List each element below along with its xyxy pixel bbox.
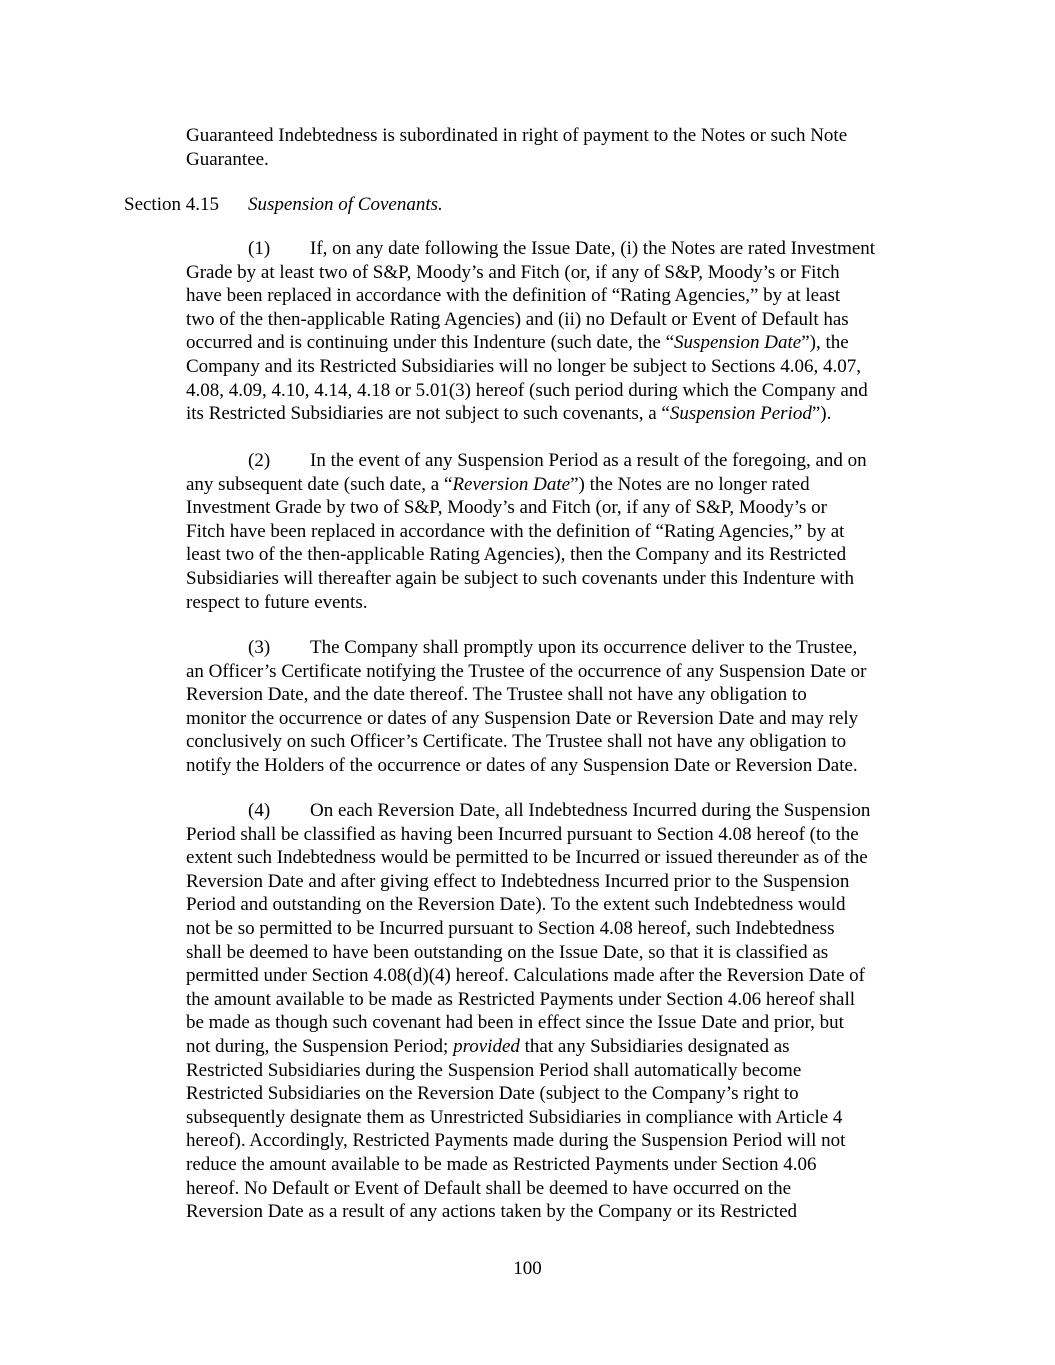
text-line: Guarantee. bbox=[186, 148, 269, 170]
text-line: two of the then-applicable Rating Agencies) and (ii) no Default or Event of Default has bbox=[186, 308, 849, 330]
text-segment: If, on any date following the Issue Date, (i) the Notes are rated Investment bbox=[310, 238, 876, 259]
text-line: Period and outstanding on the Reversion Date). To the extent such Indebtedness would bbox=[186, 894, 846, 916]
text-line: least two of the then-applicable Rating Agencies), then the Company and its Restricted bbox=[186, 544, 847, 566]
text-segment: On each Reversion Date, all Indebtedness Incurred during the Suspension bbox=[310, 800, 871, 821]
text-segment: any subsequent date (such date, a “ bbox=[186, 473, 453, 495]
text-segment: that any Subsidiaries designated as bbox=[519, 1035, 790, 1057]
defined-term: Suspension Period bbox=[669, 403, 812, 425]
text-line: respect to future events. bbox=[186, 591, 368, 613]
text-segment: not during, the Suspension Period; bbox=[186, 1035, 454, 1057]
intro-paragraph bbox=[186, 124, 938, 171]
text-line: Guaranteed Indebtedness is subordinated in right of payment to the Notes or such Note bbox=[186, 125, 848, 146]
text-line: hereof. No Default or Event of Default shall be deemed to have occurred on the bbox=[186, 1177, 792, 1199]
text-line: Restricted Subsidiaries during the Suspension Period shall automatically become bbox=[186, 1059, 802, 1081]
text-segment: ”), the bbox=[801, 332, 849, 354]
text-line bbox=[186, 449, 938, 473]
paragraph-3 bbox=[186, 636, 938, 778]
text-line: Grade by at least two of S&P, Moody’s and Fitch (or, if any of S&P, Moody’s or Fitch bbox=[186, 261, 840, 283]
text-line: Reversion Date and after giving effect to Indebtedness Incurred prior to the Suspension bbox=[186, 870, 850, 892]
text-line: extent such Indebtedness would be permitted to be Incurred or issued thereunder as of the bbox=[186, 847, 868, 869]
text-line: Investment Grade by two of S&P, Moody’s and Fitch (or, if any of S&P, Moody’s or bbox=[186, 497, 827, 519]
emphasized-term: provided bbox=[453, 1035, 520, 1057]
paragraph-2 bbox=[186, 449, 938, 614]
text-line: Fitch have been replaced in accordance with the definition of “Rating Agencies,” by at bbox=[186, 520, 845, 542]
text-line: the amount available to be made as Restricted Payments under Section 4.06 hereof shall bbox=[186, 988, 856, 1010]
text-line: reduce the amount available to be made as Restricted Payments under Section 4.06 bbox=[186, 1153, 817, 1175]
text-line: Period shall be classified as having been Incurred pursuant to Section 4.08 hereof (to the bbox=[186, 823, 859, 845]
section-number: Section 4.15 bbox=[124, 194, 219, 215]
paragraph-marker: (4) bbox=[248, 800, 271, 821]
text-line bbox=[186, 1035, 938, 1059]
text-line: shall be deemed to have been outstanding on the Issue Date, so that it is classified as bbox=[186, 941, 829, 963]
text-line: have been replaced in accordance with the definition of “Rating Agencies,” by at least bbox=[186, 285, 841, 307]
defined-term: Suspension Date bbox=[674, 332, 802, 354]
text-line bbox=[186, 799, 938, 823]
text-line: hereof). Accordingly, Restricted Payments made during the Suspension Period will not bbox=[186, 1130, 846, 1152]
text-line: conclusively on such Officer’s Certificate. The Trustee shall not have any obligation to bbox=[186, 731, 847, 753]
paragraph-marker: (3) bbox=[248, 637, 271, 658]
text-line: Restricted Subsidiaries on the Reversion Date (subject to the Company’s right to bbox=[186, 1083, 799, 1105]
paragraph-1 bbox=[186, 237, 938, 426]
text-line bbox=[186, 473, 938, 497]
paragraph-marker: (1) bbox=[248, 238, 271, 259]
section-title: Suspension of Covenants. bbox=[248, 194, 443, 215]
page-number: 100 bbox=[513, 1258, 542, 1279]
text-line: Reversion Date as a result of any actions taken by the Company or its Restricted bbox=[186, 1201, 798, 1223]
text-line: 4.08, 4.09, 4.10, 4.14, 4.18 or 5.01(3) hereof (such period during which the Company and bbox=[186, 379, 868, 401]
text-line bbox=[186, 636, 938, 660]
text-line: not be so permitted to be Incurred pursuant to Section 4.08 hereof, such Indebtedness bbox=[186, 917, 835, 939]
text-segment: ”) the Notes are no longer rated bbox=[570, 473, 810, 495]
text-segment: its Restricted Subsidiaries are not subject to such covenants, a “ bbox=[186, 403, 670, 425]
text-line: subsequently designate them as Unrestricted Subsidiaries in compliance with Article 4 bbox=[186, 1106, 843, 1128]
text-line: Company and its Restricted Subsidiaries will no longer be subject to Sections 4.06, 4.07, bbox=[186, 355, 861, 377]
text-segment: The Company shall promptly upon its occurrence deliver to the Trustee, bbox=[310, 637, 858, 658]
text-line bbox=[186, 331, 938, 355]
paragraph-marker: (2) bbox=[248, 450, 271, 471]
defined-term: Reversion Date bbox=[452, 473, 571, 495]
text-line: be made as though such covenant had been in effect since the Issue Date and prior, but bbox=[186, 1012, 844, 1034]
paragraph-4 bbox=[186, 799, 938, 1224]
text-line: monitor the occurrence or dates of any Suspension Date or Reversion Date and may rely bbox=[186, 707, 859, 729]
text-segment: occurred and is continuing under this Indenture (such date, the “ bbox=[186, 332, 675, 354]
text-segment: ”). bbox=[811, 403, 832, 425]
section-heading bbox=[124, 193, 443, 217]
text-line: permitted under Section 4.08(d)(4) hereof. Calculations made after the Reversion Date of bbox=[186, 965, 866, 987]
text-line: Reversion Date, and the date thereof. The Trustee shall not have any obligation to bbox=[186, 684, 807, 706]
text-line bbox=[186, 402, 938, 426]
text-line: Subsidiaries will thereafter again be subject to such covenants under this Indenture with bbox=[186, 567, 854, 589]
text-line bbox=[186, 237, 938, 261]
text-line: an Officer’s Certificate notifying the Trustee of the occurrence of any Suspension Date or bbox=[186, 660, 867, 682]
text-line: notify the Holders of the occurrence or dates of any Suspension Date or Reversion Date. bbox=[186, 754, 858, 776]
text-segment: In the event of any Suspension Period as a result of the foregoing, and on bbox=[310, 450, 867, 471]
